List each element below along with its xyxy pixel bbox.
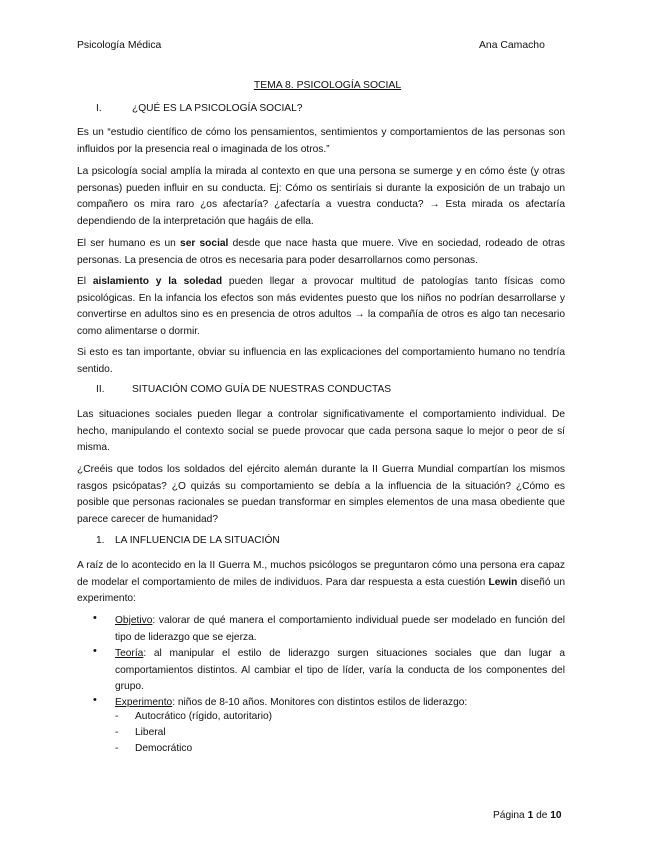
section-label: ¿QUÉ ES LA PSICOLOGÍA SOCIAL? <box>132 103 303 114</box>
dash-marker: - <box>115 743 119 754</box>
paragraph-7: ¿Creéis que todos los soldados del ejército alemán durante la II Guerra Mundial compartían los mismos rasgos psicópatas? ¿O quizás su comportamiento se debía a la influencia de la situación? ¿Cómo es posible que personas racionales se puedan transformar en simples elementos de una masa obediente que parece carecer de humanidad? <box>77 464 565 525</box>
list-item: Teoría: al manipular el estilo de liderazgo surgen situaciones sociales que dan lugar a comportamientos distintos. Al cambiar el tipo de líder, varía la conducta de los componentes del grupo. <box>115 648 565 692</box>
section-number: II. <box>96 384 105 395</box>
page-title: TEMA 8. PSICOLOGÍA SOCIAL <box>253 80 402 91</box>
subsection-label: LA INFLUENCIA DE LA SITUACIÓN <box>115 535 280 546</box>
bold-term: aislamiento y la soledad <box>92 276 223 287</box>
header-right: Ana Camacho <box>479 40 545 51</box>
subsection-heading-1 <box>96 535 280 546</box>
paragraph-2: La psicología social amplía la mirada al contexto en que una persona se sumerge y en cómo éste (y otras personas) pueden influir en su conducta. Ej: Cómo os sentiríais si durante la exposición de un trabajo un compañero os mira raro ¿os afectaría? ¿afectaría a vuestra conducta? → Esta mirada os afectaría dependiendo de la interpretación que hagáis de ella. <box>77 166 565 227</box>
paragraph-5: Si esto es tan importante, obviar su influencia en las explicaciones del comportamiento humano no tendría sentido. <box>77 347 565 375</box>
paragraph-1: Es un “estudio científico de cómo los pensamientos, sentimientos y comportamientos de las personas son influidos por la presencia real o imaginada de los otros.” <box>77 127 565 155</box>
list-term: Teoría <box>115 648 144 659</box>
dash-marker: - <box>115 711 119 722</box>
bullet-icon: • <box>93 645 97 657</box>
paragraph-4: El aislamiento y la soledad pueden llegar a provocar multitud de patologías tanto físicas como psicológicas. En la infancia los efectos son más evidentes puesto que los niños no podrían desarrollarse y convertirse en adultos sino es en presencia de otros adultos → la compañía de otros es algo tan necesario como alimentarse o dormir. <box>77 276 565 337</box>
section-label: SITUACIÓN COMO GUÍA DE NUESTRAS CONDUCTAS <box>132 384 392 395</box>
paragraph-6: Las situaciones sociales pueden llegar a controlar significativamente el comportamiento individual. De hecho, manipulando el contexto social se puede provocar que cada persona saque lo mejor o peor de sí misma. <box>77 409 565 453</box>
bullet-icon: • <box>93 612 97 624</box>
current-page: 1 <box>527 810 534 821</box>
bullet-icon: • <box>93 694 97 706</box>
subsection-number: 1. <box>96 535 105 546</box>
header-left: Psicología Médica <box>77 40 162 51</box>
section-heading-2 <box>96 384 391 395</box>
total-pages: 10 <box>550 810 562 821</box>
paragraph-3: El ser humano es un ser social desde que nace hasta que muere. Vive en sociedad, rodeado de otras personas. La presencia de otros es necesaria para poder desarrollarnos como personas. <box>77 238 565 266</box>
page-footer: Página 1 de 10 <box>493 810 562 821</box>
sub-list-item: Liberal <box>135 727 166 738</box>
list-term: Experimento <box>115 697 173 708</box>
dash-marker: - <box>115 727 119 738</box>
list-item: Objetivo: valorar de qué manera el comportamiento individual puede ser modelado en función del tipo de liderazgo que se ejerza. <box>115 615 565 643</box>
list-item: Experimento: niños de 8-10 años. Monitores con distintos estilos de liderazgo: <box>115 697 468 708</box>
paragraph-8: A raíz de lo acontecido en la II Guerra M., muchos psicólogos se preguntaron cómo una persona era capaz de modelar el comportamiento de miles de individuos. Para dar respuesta a esta cuestión Lewin diseñó un experimento: <box>77 560 565 604</box>
section-heading-1 <box>96 103 302 114</box>
bold-term: ser social <box>180 238 229 249</box>
bold-term: Lewin <box>488 576 518 588</box>
sub-list-item: Autocrático (rígido, autoritario) <box>135 711 273 722</box>
sub-list-item: Democrático <box>135 743 193 754</box>
section-number: I. <box>96 103 102 114</box>
list-term: Objetivo <box>115 615 153 626</box>
